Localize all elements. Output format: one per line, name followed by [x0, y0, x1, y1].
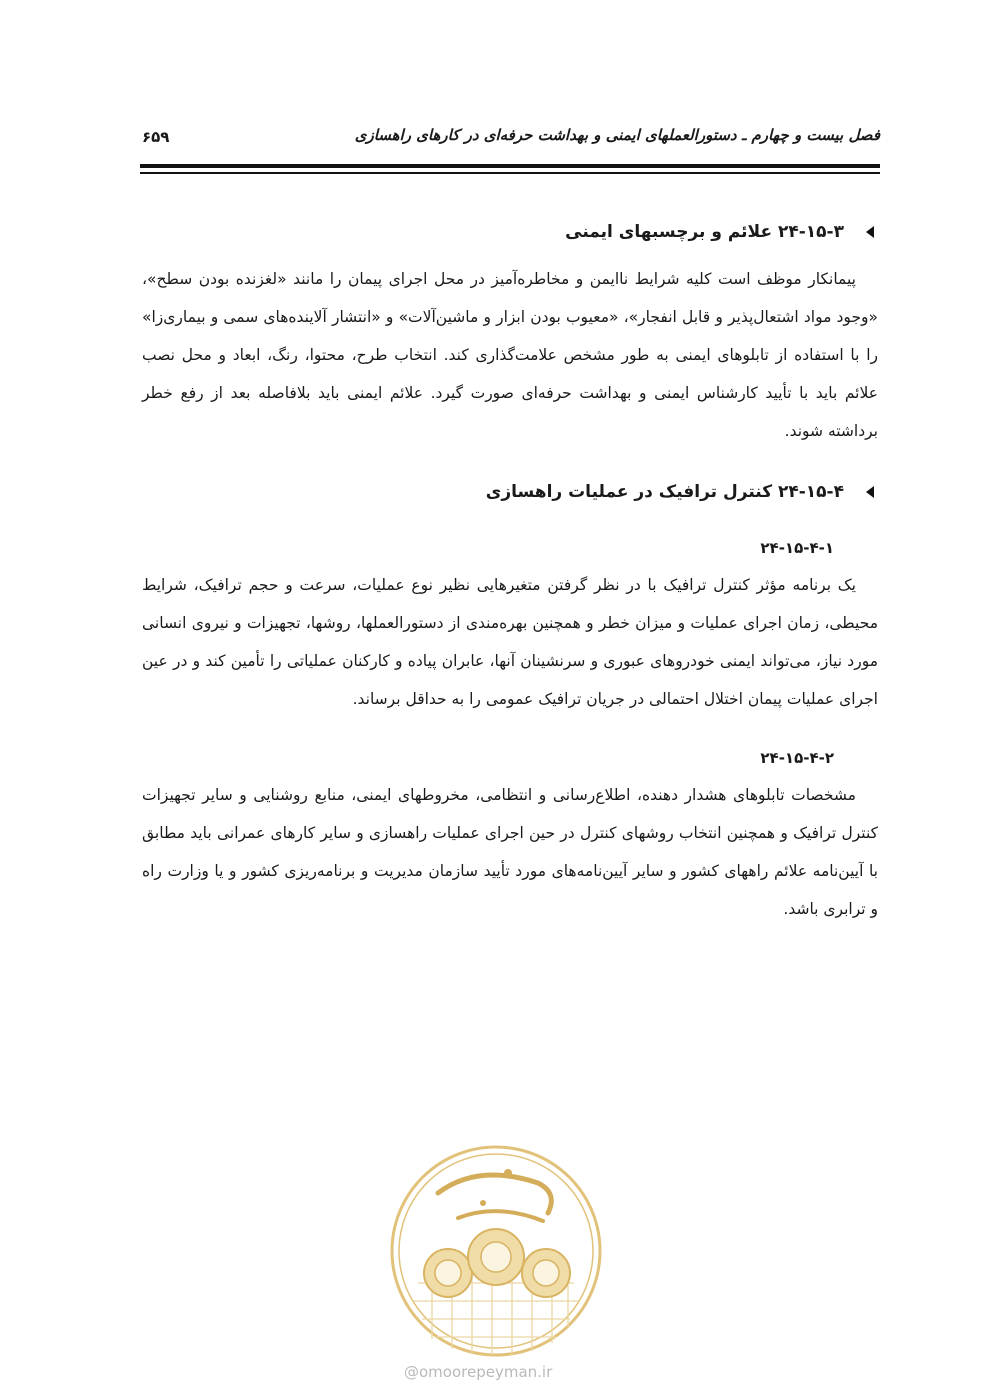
section-heading-text: ۲۴-۱۵-۴ کنترل ترافیک در عملیات راهسازی — [485, 482, 844, 502]
triangle-bullet-icon — [866, 486, 874, 498]
subsection-paragraph: مشخصات تابلوهای هشدار دهنده، اطلاع‌رسانی و انتظامی، مخروطهای ایمنی، منابع روشنایی و سایر تجهیزات کنترل ترافیک و همچنین انتخاب روشهای کنترل در حین اجرای عملیات راهسازی و سایر کارهای عمرانی باید مطابق با آیین‌نامه علائم راههای کشور و سایر آیین‌نامه‌های مورد تأیید سازمان مدیریت و برنامه‌ریزی کشور و یا وزارت راه و ترابری باشد. — [142, 786, 878, 918]
page-number: ۶۵۹ — [142, 128, 170, 146]
subsection-number: ۲۴-۱۵-۴-۲ — [760, 749, 834, 767]
section-heading-4 — [142, 472, 878, 512]
triangle-bullet-icon — [866, 226, 874, 238]
subsection-paragraph: یک برنامه مؤثر کنترل ترافیک با در نظر گرفتن متغیرهایی نظیر نوع عملیات، سرعت و حجم ترافیک، شرایط محیطی، زمان اجرای عملیات و میزان خطر و همچنین بهره‌مندی از دستورالعملها، روشها، تجهیزات و نیروی انسانی مورد نیاز، می‌تواند ایمنی خودروهای عبوری و سرنشینان آنها، عابران پیاده و کارکنان عملیاتی را تأمین کند و در عین اجرای عملیات پیمان اختلال احتمالی در جریان ترافیک عمومی را به حداقل برساند. — [142, 576, 878, 708]
section-heading-3 — [142, 212, 878, 252]
chapter-title: فصل بیست و چهارم ـ دستورالعملهای ایمنی و بهداشت حرفه‌ای در کارهای راهسازی — [354, 126, 880, 144]
section-heading-text: ۲۴-۱۵-۳ علائم و برچسبهای ایمنی — [565, 222, 844, 242]
section-paragraph: پیمانکار موظف است کلیه شرایط ناایمن و مخاطره‌آمیز در محل اجرای پیمان را مانند «لغزنده بودن سطح»، «وجود مواد اشتعال‌پذیر و قابل انفجار»، «معیوب بودن ابزار و ماشین‌آلات» و «انتشار آلاینده‌های سمی و بیماری‌زا» را با استفاده از تابلوهای ایمنی به طور مشخص علامت‌گذاری کند. انتخاب طرح، محتوا، رنگ، ابعاد و محل نصب علائم باید با تأیید کارشناس ایمنی و بهداشت حرفه‌ای صورت گیرد. علائم ایمنی باید بلافاصله بعد از رفع خطر برداشته شوند. — [142, 270, 878, 440]
body-content — [142, 212, 878, 928]
watermark-url: @omoorepeyman.ir — [404, 1363, 553, 1381]
omoorepeyman-logo-icon — [388, 1143, 604, 1359]
header-rule-thin — [140, 172, 880, 174]
running-header — [140, 126, 880, 156]
subsection-number: ۲۴-۱۵-۴-۱ — [760, 539, 834, 557]
header-rule-thick — [140, 164, 880, 168]
